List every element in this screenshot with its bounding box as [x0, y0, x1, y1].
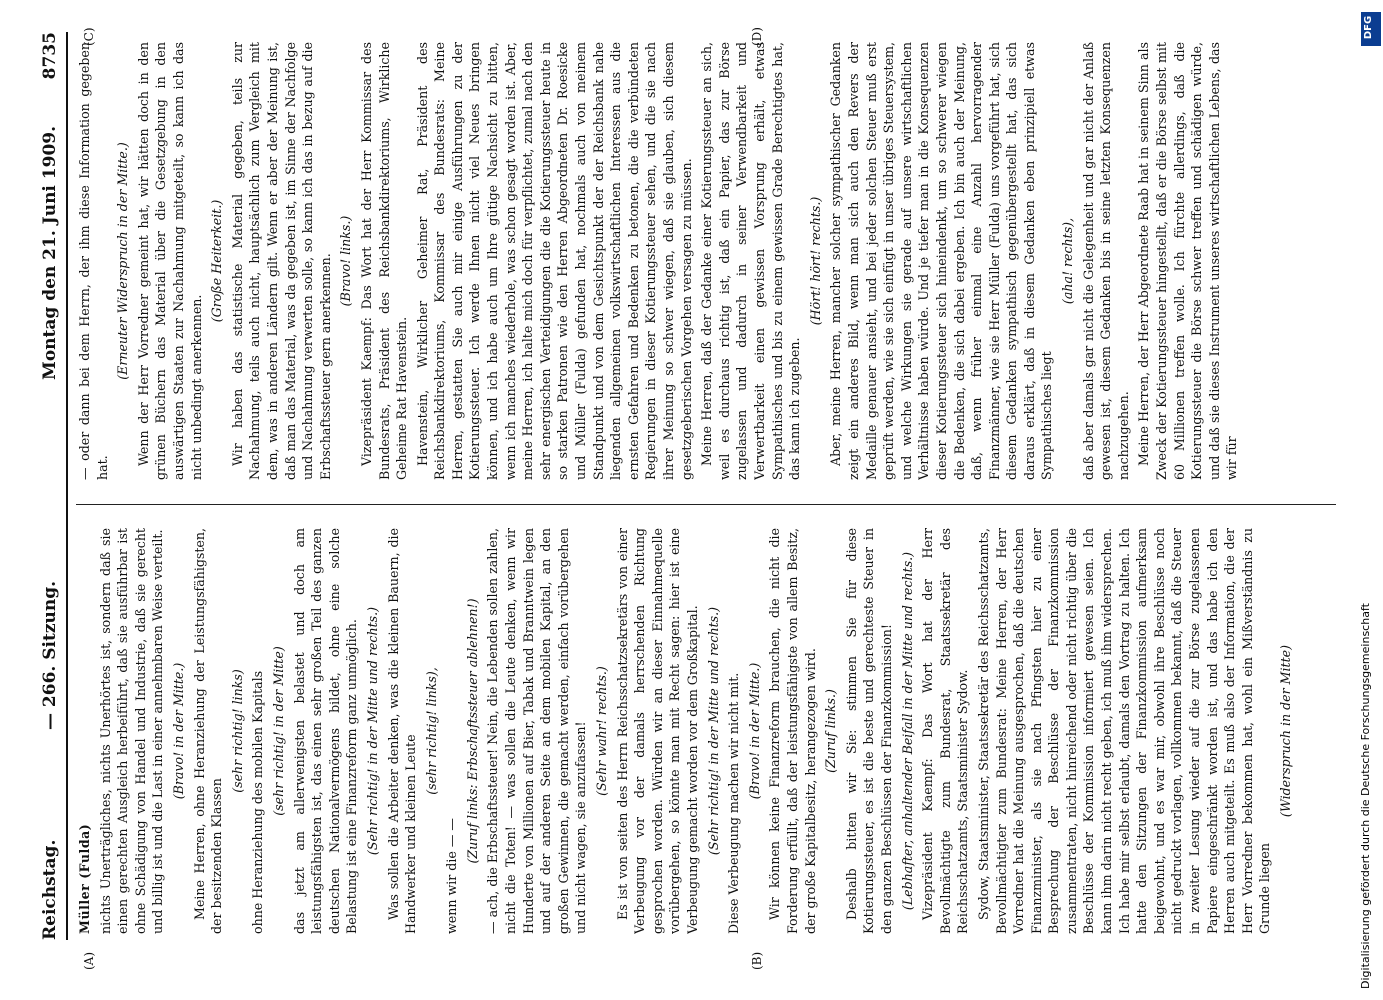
paragraph: Meine Herren, ohne Heranziehung der Leistungsfähigsten, der besitzenden Klassen — [191, 528, 225, 934]
paragraph: Meine Herren, daß der Gedanke einer Kotierungssteuer an sich, weil es durchaus richtig ist, daß ein Papier, das zur Börse zugelassen und dadurch in seiner Verwendbarkeit und Verwertbarkeit einen gewissen Vorsprung erhält, etwas Sympathisches und bis zu einem gewissen Grade Berechtigtes hat, das kann ich zugeben. — [699, 42, 803, 480]
paragraph: das jetzt am allerwenigsten belastet und doch am leistungsfähigsten ist, das einen sehr großen Teil des ganzen deutschen Nationalvermögens bildet, ohne eine solche Belastung ist eine Finanzreform ganz unmöglich. — [291, 528, 360, 934]
paragraph: Meine Herren, der Herr Abgeordnete Raab hat in seinem Sinn als Zweck der Kotierungssteuer hingestellt, daß er die Börse selbst mit 60 Millionen treffen wolle. Ich fürchte allerdings, daß die Kotierungssteuer die Börse schwer treffen und schädigen würde, und daß sie dieses Instrument unseres wirtschaftlichen Lebens, das wir für — [1136, 42, 1240, 480]
interjection: (Sehr wahr! rechts.) — [594, 666, 610, 796]
interjection: (sehr richtig! in der Mitte) — [270, 646, 286, 816]
interjection: (Sehr richtig! in der Mitte und rechts.) — [705, 606, 721, 856]
column-right — [76, 42, 1344, 480]
margin-mark-a: (A) — [82, 951, 96, 970]
interjection: (Bravo! in der Mitte.) — [746, 662, 762, 800]
interjection: (sehr richtig! links) — [229, 669, 245, 793]
column-left — [76, 528, 1344, 934]
interjection: (Hört! hört! rechts.) — [807, 196, 823, 326]
margin-mark-c: (C) — [82, 27, 96, 46]
speaker-label: Müller (Fulda) — [77, 823, 92, 934]
interjection: (aha! rechts), — [1060, 217, 1076, 305]
header-session: — 266. Sitzung. — [40, 580, 60, 730]
column-divider — [76, 504, 1336, 505]
speaker-paragraph: Havenstein, Wirklicher Geheimer Rat, Präsident des Reichsbankdirektoriums, Kommissar des Bundesrats: Meine Herren, gestatten Sie auch mir einige Ausführungen zu der Kotierungssteuer. Ich werde Ihnen nicht viel Neues bringen können, und ich habe auch um Ihre gütige Nachsicht zu bitten, wenn ich manches wiederhole, was schon gesagt worden ist. Aber, meine Herren, ich halte mich doch für verpflichtet, zumal nach den sehr energischen Verteidigungen die die Kotierungssteuer heute in so starken Patronen wie den Herren Abgeordneten Dr. Roesicke und Müller (Fulda) gefunden hat, nochmals auch von meinem Standpunkt und von dem Gesichtspunkt der der Reichsbank nahe liegenden allgemeinen volkswirtschaftlichen Interessen aus die ernsten Gefahren und Bedenken zu betonen, die die verbündeten Regierungen in dieser Kotierungssteuer sehen, und die sie nach ihrer Meinung so schwer wiegen, daß sie glauben, sich diesem gesetzgeberischen Vorgehen versagen zu müssen. — [414, 42, 694, 480]
paragraph: Deshalb bitten wir Sie: stimmen Sie für diese Kotierungssteuer, es ist die beste und gerechteste Steuer in den ganzen Beschlüssen der Finanzkommission! — [843, 528, 894, 934]
interjection: (Bravo! links.) — [338, 215, 354, 307]
paragraph: Aber, meine Herren, mancher solcher sympathischer Gedanken zeigt ein anderes Bild, wenn man sich auch den Revers der Medaille genauer ansieht, und bei jeder solchen Steuer muß erst geprüft werden, wie sie sich einfügt in unser übriges Steuersystem, und welche Wirkungen sie gerade auf unsere wirtschaftlichen Verhältnisse haben würde. Und je tiefer man in die Konsequenzen dieser Kotierungssteuer sich hineindenkt, um so schwerer wiegen die Bedenken, die sich dabei ergeben. Ich bin auch der Meinung, daß, wenn früher einmal eine Anzahl hervorragender Finanzmänner, wie sie Herr Müller (Fulda) uns vorgeführt hat, sich diesem Gedanken sympathisch gegenübergestellt hat, das sich daraus erklärt, daß in diesem Gedanken eben prinzipiell etwas Sympathisches liegt — [828, 42, 1055, 480]
paragraph: nichts Unerträgliches, nichts Unerhörtes ist, sondern daß sie einen gerechten Ausgleich herbeiführt, daß sie ausführbar ist ohne Schädigung von Handel und Industrie, daß sie gerecht und billig ist und die Last in einer annehmbaren Weise verteilt. — [97, 528, 166, 934]
speaker-paragraph: Sydow, Staatsminister, Staatssekretär des Reichsschatzamts, Bevollmächtigter zum Bundesrat: Meine Herren, der Herr Vorredner hat die Meinung ausgesprochen, daß die deutschen Finanzminister, als sie nach Pfingsten hier zu einer Besprechung der Beschlüsse der Finanzkommission zusammentraten, nicht hinreichend oder nicht richtig über die Beschlüsse der Kommission informiert gewesen seien. Ich kann ihm darin nicht recht geben, ich muß ihm widersprechen. Ich habe mir selbst erlaubt, damals den Vortrag zu halten. Ich hatte den Sitzungen der Finanzkommission aufmerksam beigewohnt, und es war mir, obwohl ihre Beschlüsse noch nicht gedruckt vorlagen, vollkommen bekannt, daß die Steuer in zweiter Lesung wieder auf die zur Börse zugelassenen Papiere eingeschränkt worden ist, und das habe ich den Herren auch mitgeteilt. Es muß also der Information, die der Herr Vorredner bekommen hat, wohl ein Mißverständnis zu Grunde liegen — [975, 528, 1273, 934]
header-left: Reichstag. — [40, 839, 60, 940]
running-head — [38, 32, 68, 940]
paragraph: wenn wir die — — — [444, 817, 460, 934]
paragraph: — ach, die Erbschaftssteuer! Nein, die Lebenden sollen zahlen, nicht die Toten! — was sollen die Leute denken, wenn wir Hunderte von Millionen auf Bier, Tabak und Branntwein legen und auf der anderen Seite an dem mobilen Kapital, an den großen Gewinnen, die gemacht werden, einfach vorübergehen und nicht wagen, sie anzufassen! — [485, 528, 589, 934]
dfg-logo: DFG — [1361, 12, 1381, 46]
interjection: (Bravo! in der Mitte.) — [170, 662, 186, 800]
interjection: (Große Heiterkeit.) — [209, 199, 225, 323]
page-number: 8735 — [40, 32, 60, 80]
credit-strip — [1358, 8, 1383, 992]
paragraph: Wir haben das statistische Material gegeben, teils zur Nachahmung, teils auch nicht, hauptsächlich zum Vergleich mit dem, was in anderen Ländern gilt. Wenn er aber der Meinung ist, daß man das Material, was da gegeben ist, im Sinne der Nachfolge und Nachahmung verwerten solle, so kann ich das in bezug auf die Erbschaftssteuer gern anerkennen. — [229, 42, 333, 480]
paragraph: — oder dann bei dem Herrn, der ihm diese Information gegeben hat. — [77, 42, 110, 480]
interjection: (Zuruf links: Erbschaftssteuer ablehnen!) — [464, 598, 480, 864]
paragraph: Wenn der Herr Vorredner gemeint hat, wir hätten doch in den grünen Büchern das Material über die Gesetzgebung in den auswärtigen Staaten zur Nachahmung mitgeteilt, so kann ich das nicht unbedingt anerkennen. — [135, 42, 204, 480]
interjection: (Widerspruch in der Mitte) — [1278, 644, 1293, 818]
interjection: (Lebhafter, anhaltender Beifall in der Mitte und rechts.) — [899, 551, 915, 911]
paragraph: daß aber damals gar nicht die Gelegenheit und gar nicht der Anlaß gewesen ist, diesem Gedanken bis in seine letzten Konsequenzen nachzugehen. — [1080, 42, 1131, 480]
interjection: (sehr richtig! links), — [423, 667, 439, 795]
paragraph: ohne Heranziehung des mobilen Kapitals — [250, 670, 266, 934]
paragraph: Was sollen die Arbeiter denken, was die kleinen Bauern, die Handwerker und kleinen Leute — [385, 528, 419, 934]
credit-text: Digitalisierung gefördert durch die Deutsche Forschungsgemeinschaft — [1359, 603, 1372, 989]
interjection: (Zuruf links.) — [823, 689, 839, 773]
speaker-paragraph: Vizepräsident Kaempf: Das Wort hat der Herr Kommissar des Bundesrats, Präsident des Reichsbankdirektoriums, Wirkliche Geheime Rat Havenstein. — [358, 42, 410, 480]
margin-mark-b: (B) — [750, 951, 764, 970]
margin-mark-d: (D) — [750, 27, 764, 46]
interjection: (Erneuter Widerspruch in der Mitte.) — [115, 142, 131, 380]
paragraph: Es ist von seiten des Herrn Reichsschatzsekretärs von einer Verbeugung vor der damals herrschenden Richtung gesprochen worden. Würden wir an dieser Einnahmequelle vorübergehen, so könnte man mit Recht sagen: hier ist eine Verbeugung gemacht worden vor dem Großkapital. — [614, 528, 700, 934]
newspaper-page — [30, 18, 1360, 978]
speaker-paragraph: Vizepräsident Kaempf: Das Wort hat der Herr Bevollmächtigte zum Bundesrat, Staatssekretär des Reichsschatzamts, Staatsminister Sydow. — [920, 528, 971, 934]
paragraph: Wir können keine Finanzreform brauchen, die nicht die Forderung erfüllt, daß der leistungsfähigste von allem Besitz, der große Kapitalbesitz, herangezogen wird. — [767, 528, 818, 934]
header-date: Montag den 21. Juni 1909. — [40, 125, 60, 380]
interjection: (Sehr richtig! in der Mitte und rechts.) — [364, 606, 380, 856]
paragraph: Diese Verbeugung machen wir nicht mit. — [726, 672, 742, 934]
